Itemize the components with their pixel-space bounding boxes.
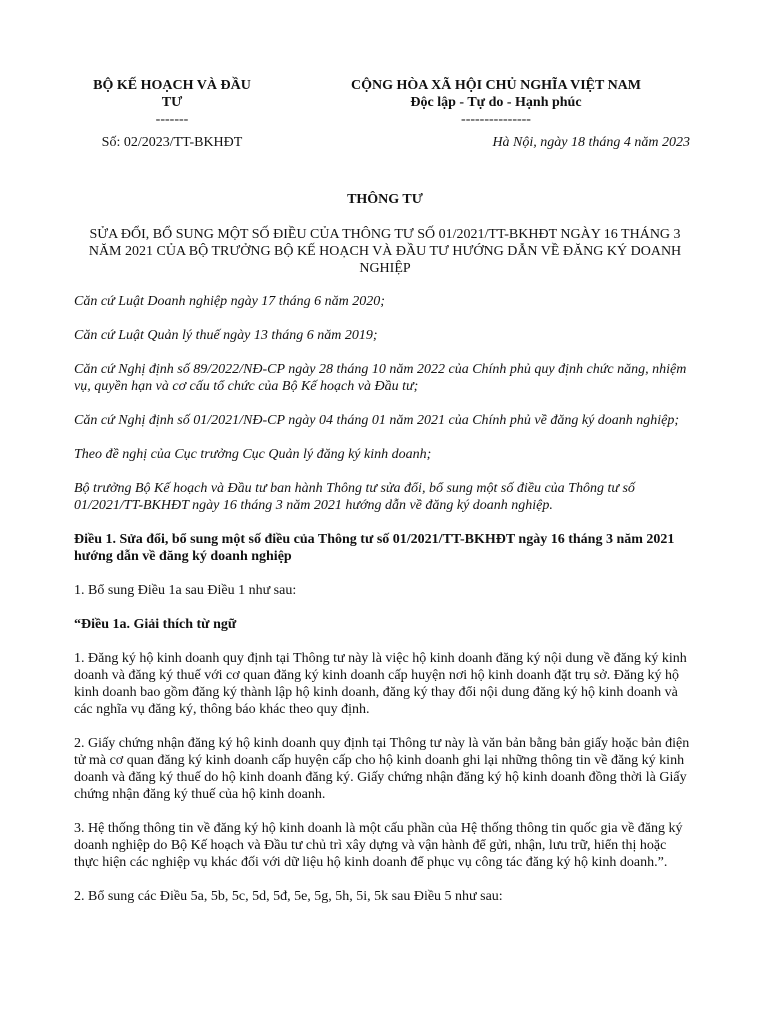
definition-paragraph: 1. Đăng ký hộ kinh doanh quy định tại Thông tư này là việc hộ kinh doanh đăng ký nội dung về đăng ký kinh doanh và đăng ký thuế với cơ quan đăng ký kinh doanh cấp huyện nơi hộ kinh doanh đặt trụ sở. Đăng ký hộ kinh doanh bao gồm đăng ký thành lập hộ kinh doanh, đăng ký thay đổi nội dung đăng ký hộ kinh doanh và các nghĩa vụ đăng ký, thông báo khác theo quy định. bbox=[74, 651, 687, 717]
agency-line-1: BỘ KẾ HOẠCH VÀ ĐẦU bbox=[93, 78, 251, 93]
article-1-heading: Điều 1. Sửa đổi, bổ sung một số điều của Thông tư số 01/2021/TT-BKHĐT ngày 16 tháng 3 năm 2021 hướng dẫn về đăng ký doanh nghiệp bbox=[74, 532, 675, 564]
article-1a-heading: “Điều 1a. Giải thích từ ngữ bbox=[74, 617, 237, 632]
preamble-paragraph: Căn cứ Nghị định số 01/2021/NĐ-CP ngày 04 tháng 01 năm 2021 của Chính phủ về đăng ký doanh nghiệp; bbox=[74, 413, 680, 428]
issuing-agency bbox=[74, 77, 270, 128]
document-title: SỬA ĐỔI, BỔ SUNG MỘT SỐ ĐIỀU CỦA THÔNG TƯ SỐ 01/2021/TT-BKHĐT NGÀY 16 THÁNG 3 NĂM 2021 CỦA BỘ TRƯỞNG BỘ KẾ HOẠCH VÀ ĐẦU TƯ HƯỚNG DẪN VỀ ĐĂNG KÝ DOANH NGHIỆP bbox=[88, 227, 682, 276]
item-2-intro: 2. Bổ sung các Điều 5a, 5b, 5c, 5d, 5đ, 5e, 5g, 5h, 5i, 5k sau Điều 5 như sau: bbox=[74, 889, 503, 904]
nation-divider: --------------- bbox=[461, 112, 531, 127]
item-1-intro: 1. Bổ sung Điều 1a sau Điều 1 như sau: bbox=[74, 583, 297, 598]
document-number: Số: 02/2023/TT-BKHĐT bbox=[101, 135, 243, 150]
preamble-paragraph: Căn cứ Luật Quản lý thuế ngày 13 tháng 6 năm 2019; bbox=[74, 328, 378, 343]
definition-paragraph: 3. Hệ thống thông tin về đăng ký hộ kinh doanh là một cấu phần của Hệ thống thông tin quốc gia về đăng ký doanh nghiệp do Bộ Kế hoạch và Đầu tư chủ trì xây dựng và vận hành để gửi, nhận, lưu trữ, hiển thị hoặc thực hiện các nghiệp vụ khác đối với dữ liệu hộ kinh doanh để phục vụ công tác đăng ký hộ kinh doanh.”. bbox=[74, 821, 683, 870]
preamble-paragraph: Căn cứ Luật Doanh nghiệp ngày 17 tháng 6 năm 2020; bbox=[74, 294, 385, 309]
agency-line-2: TƯ bbox=[161, 95, 183, 110]
issue-date: Hà Nội, ngày 18 tháng 4 năm 2023 bbox=[492, 135, 690, 150]
enactment-statement: Bộ trưởng Bộ Kế hoạch và Đầu tư ban hành Thông tư sửa đổi, bổ sung một số điều của Thông tư số 01/2021/TT-BKHĐT ngày 16 tháng 3 năm 2021 hướng dẫn về đăng ký doanh nghiệp. bbox=[74, 481, 635, 513]
national-header bbox=[300, 77, 692, 128]
preamble-paragraph: Căn cứ Nghị định số 89/2022/NĐ-CP ngày 28 tháng 10 năm 2022 của Chính phủ quy định chức năng, nhiệm vụ, quyền hạn và cơ cấu tổ chức của Bộ Kế hoạch và Đầu tư; bbox=[74, 362, 687, 394]
preamble-paragraph: Theo đề nghị của Cục trưởng Cục Quản lý đăng ký kinh doanh; bbox=[74, 447, 432, 462]
nation-name: CỘNG HÒA XÃ HỘI CHỦ NGHĨA VIỆT NAM bbox=[350, 78, 641, 93]
agency-divider: ------- bbox=[155, 112, 189, 127]
definition-paragraph: 2. Giấy chứng nhận đăng ký hộ kinh doanh quy định tại Thông tư này là văn bản bằng bản giấy hoặc bản điện tử mà cơ quan đăng ký kinh doanh cấp huyện cấp cho hộ kinh doanh ghi lại những thông tin về đăng ký kinh doanh và đăng ký thuế do hộ kinh doanh đăng ký. Giấy chứng nhận đăng ký hộ kinh doanh đồng thời là Giấy chứng nhận đăng ký thuế của hộ kinh doanh. bbox=[74, 736, 690, 802]
document-type: THÔNG TƯ bbox=[347, 192, 423, 207]
national-motto: Độc lập - Tự do - Hạnh phúc bbox=[410, 95, 582, 110]
document-body bbox=[74, 293, 694, 922]
